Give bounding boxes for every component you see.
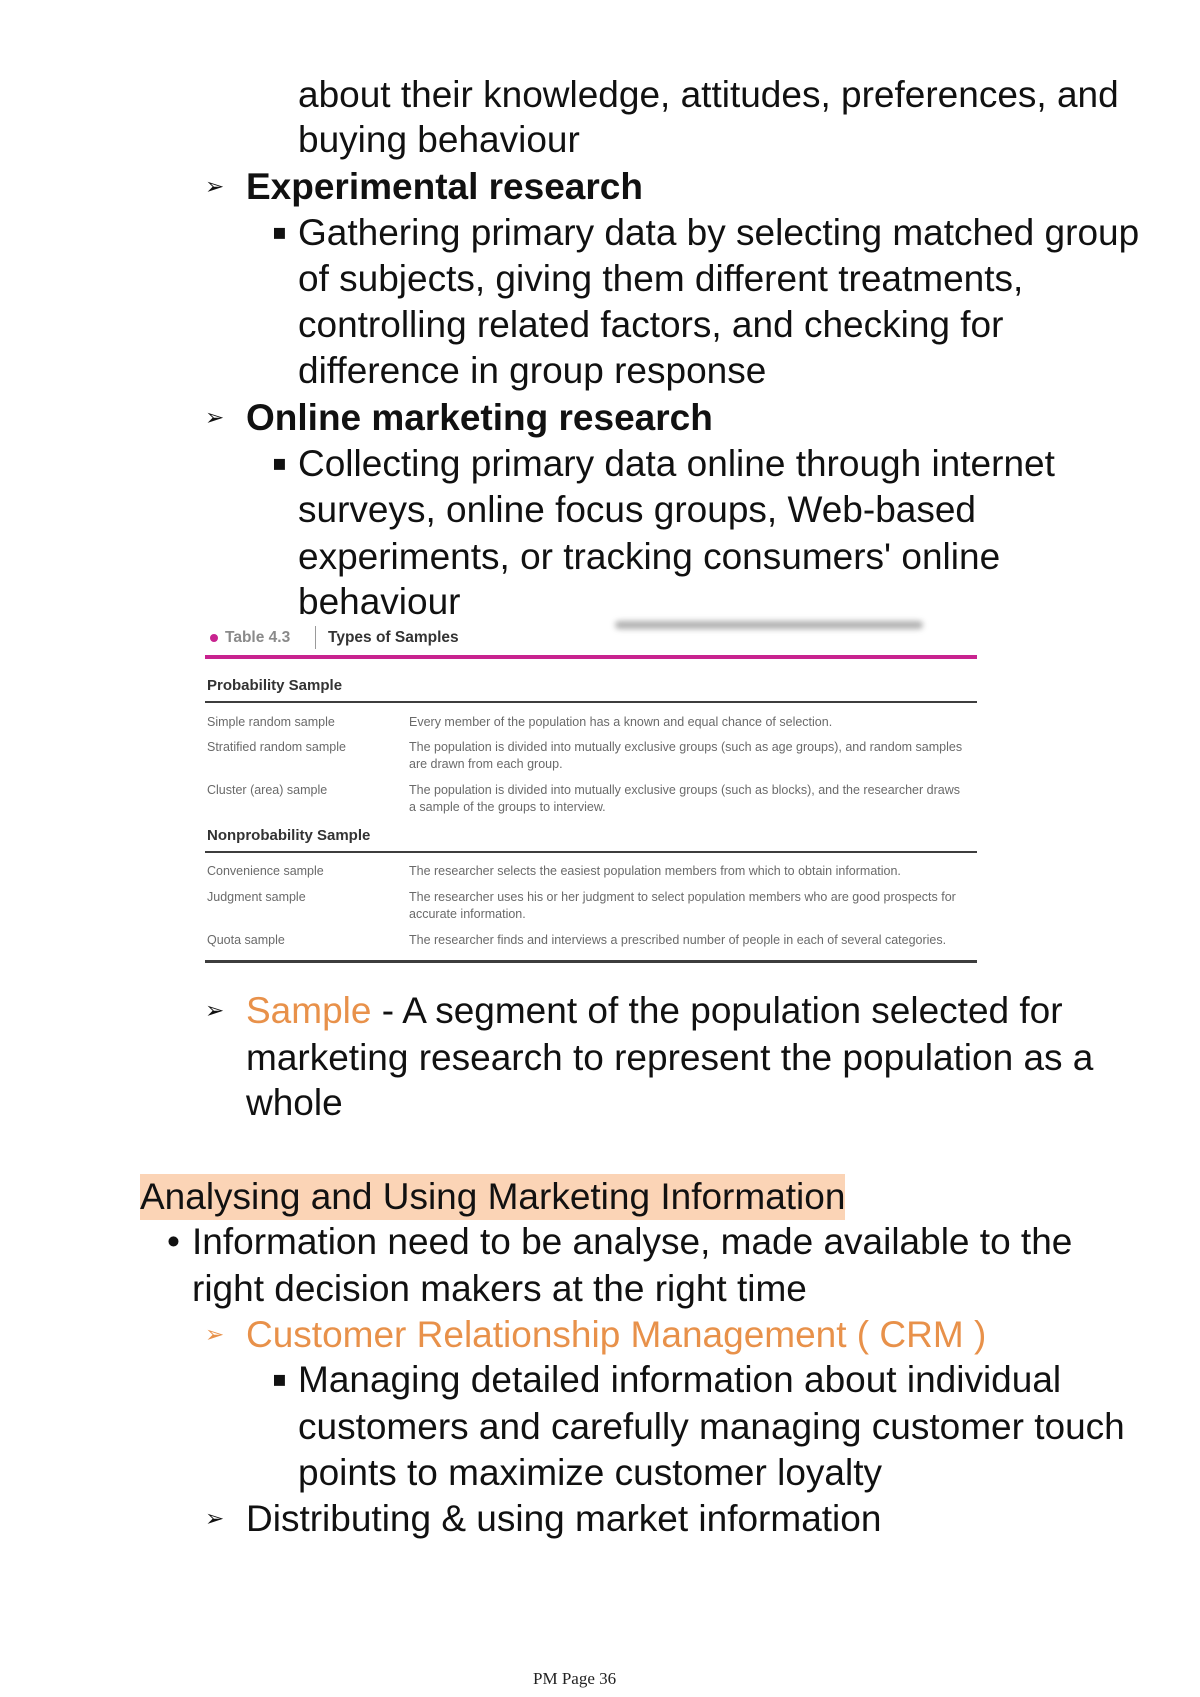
item-description-line: controlling related factors, and checking for [298, 304, 1004, 345]
table-bottom-rule [205, 960, 977, 963]
types-of-samples-table [205, 626, 977, 968]
continuation-line: buying behaviour [298, 119, 580, 160]
item-description-line: Gathering primary data by selecting matched group [298, 212, 1140, 253]
table-row-type: Simple random sample [207, 715, 335, 729]
table-row-description [409, 782, 960, 816]
crm-description-line: points to maximize customer loyalty [298, 1452, 882, 1493]
item-description-line: experiments, or tracking consumers' online [298, 536, 1001, 577]
arrow-bullet-icon: ➢ [205, 174, 225, 200]
bullet-line: right decision makers at the right time [192, 1268, 807, 1309]
square-bullet-icon: ▪ [272, 1367, 287, 1392]
description-line: The researcher finds and interviews a prescribed number of people in each of several categories. [409, 933, 947, 947]
square-bullet-icon: ▪ [272, 451, 287, 476]
item-title: Online marketing research [246, 397, 713, 438]
arrow-bullet-icon: ➢ [205, 998, 225, 1024]
square-bullet-icon: ▪ [272, 220, 287, 245]
table-row-type: Cluster (area) sample [207, 783, 328, 797]
table-row-type: Quota sample [207, 933, 285, 947]
table-group-heading: Nonprobability Sample [207, 827, 371, 844]
arrow-bullet-icon: ➢ [205, 1322, 225, 1348]
description-line: accurate information. [409, 907, 526, 921]
section-heading: Analysing and Using Marketing Information [140, 1174, 845, 1220]
description-line: The population is divided into mutually exclusive groups (such as blocks), and the researcher draws [409, 783, 960, 797]
item-title: Experimental research [246, 166, 643, 207]
sample-definition-text: - A segment of the population selected for [371, 990, 1063, 1031]
page-footer: PM Page 36 [533, 1669, 617, 1688]
table-row-type: Stratified random sample [207, 740, 346, 754]
item-description-line: of subjects, giving them different treatments, [298, 258, 1024, 299]
table-row-description [409, 714, 832, 731]
crm-description-line: Managing detailed information about individual [298, 1359, 1062, 1400]
description-line: a sample of the groups to interview. [409, 800, 606, 814]
table-row-description [409, 739, 962, 773]
sample-definition-first-line [246, 988, 1063, 1034]
table-title: Types of Samples [328, 629, 459, 646]
crm-description-line: customers and carefully managing customer touch [298, 1406, 1125, 1447]
table-row-description [409, 889, 956, 923]
continuation-line: about their knowledge, attitudes, preferences, and [298, 74, 1119, 115]
table-accent-rule [205, 655, 977, 659]
item-description-line: behaviour [298, 581, 461, 622]
table-header-divider [315, 626, 316, 649]
item-description-line: surveys, online focus groups, Web-based [298, 489, 977, 530]
table-row-description [409, 863, 901, 880]
table-row-type: Judgment sample [207, 890, 306, 904]
round-bullet-icon: • [167, 1221, 180, 1262]
item-description-line: Collecting primary data online through internet [298, 443, 1055, 484]
description-line: are drawn from each group. [409, 757, 563, 771]
sample-definition-line: marketing research to represent the population as a [246, 1037, 1094, 1078]
table-dot-icon [210, 634, 218, 642]
crm-title: Customer Relationship Management ( CRM ) [246, 1314, 987, 1355]
table-row-type: Convenience sample [207, 864, 324, 878]
table-rule [205, 851, 977, 853]
item-description-line: difference in group response [298, 350, 767, 391]
bullet-line: Information need to be analyse, made available to the [192, 1221, 1073, 1262]
scan-shadow-artifact [615, 621, 923, 629]
description-line: The population is divided into mutually exclusive groups (such as age groups), and random samples [409, 740, 963, 754]
arrow-bullet-icon: ➢ [205, 405, 225, 431]
description-line: The researcher uses his or her judgment to select population members who are good prospects for [409, 890, 956, 904]
sample-definition-line: whole [246, 1082, 343, 1123]
distribution-title: Distributing & using market information [246, 1498, 882, 1539]
table-row-description [409, 932, 946, 949]
table-rule [205, 701, 977, 703]
arrow-bullet-icon: ➢ [205, 1506, 225, 1532]
description-line: Every member of the population has a known and equal chance of selection. [409, 715, 833, 729]
description-line: The researcher selects the easiest population members from which to obtain information. [409, 864, 901, 878]
table-number: Table 4.3 [225, 629, 291, 646]
table-group-heading: Probability Sample [207, 677, 343, 694]
sample-term: Sample [246, 990, 372, 1031]
